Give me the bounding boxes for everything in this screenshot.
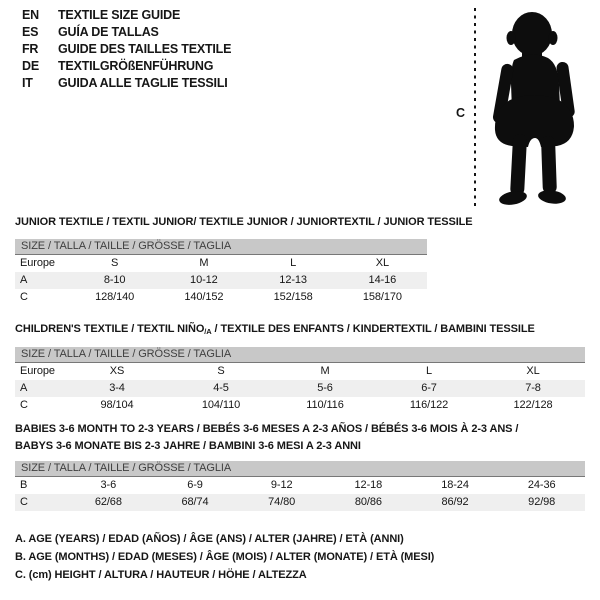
size-cell: 152/158 — [273, 291, 313, 303]
baby-figure — [448, 6, 598, 218]
size-cell: M — [199, 257, 209, 269]
size-cell: 92/98 — [528, 496, 556, 508]
language-label: TEXTILE SIZE GUIDE — [58, 7, 181, 22]
table-row-europe — [15, 255, 427, 272]
size-cell: L — [425, 365, 433, 377]
children-size-table — [15, 347, 585, 414]
language-row-de — [22, 57, 231, 74]
size-cell: 98/104 — [100, 399, 134, 411]
note-line-a: A. AGE (YEARS) / EDAD (AÑOS) / ÂGE (ANS) / ALTER (JAHRE) / ETÀ (ANNI) — [15, 533, 404, 545]
size-cell: 68/74 — [181, 496, 209, 508]
size-cell: 116/122 — [409, 399, 449, 411]
language-row-it — [22, 74, 231, 91]
language-row-en — [22, 6, 231, 23]
size-cell: 110/116 — [306, 399, 344, 411]
language-label: TEXTILGRÖßENFÜHRUNG — [58, 58, 214, 73]
size-header-bar: SIZE / TALLA / TAILLE / GRÖSSE / TAGLIA — [15, 461, 585, 477]
table-row-height — [15, 397, 585, 414]
size-cell: 122/128 — [513, 399, 553, 411]
size-cell: XS — [109, 365, 125, 377]
size-cell: XL — [526, 365, 540, 377]
size-cell: 104/110 — [201, 399, 241, 411]
row-label: A — [20, 274, 28, 286]
size-cell: 7-8 — [525, 382, 541, 394]
table-row-height — [15, 494, 585, 511]
row-label: Europe — [20, 257, 55, 269]
size-cell: M — [320, 365, 330, 377]
baby-silhouette-icon — [482, 8, 588, 208]
size-cell: S — [217, 365, 225, 377]
language-row-fr — [22, 40, 231, 57]
size-cell: 5-6 — [317, 382, 333, 394]
size-cell: 24-36 — [527, 479, 556, 491]
size-cell: 10-12 — [190, 274, 218, 286]
size-header-bar: SIZE / TALLA / TAILLE / GRÖSSE / TAGLIA — [15, 239, 427, 255]
row-label: C — [20, 399, 28, 411]
table-row-europe — [15, 363, 585, 380]
table-row-height — [15, 289, 427, 306]
row-label: Europe — [20, 365, 55, 377]
junior-size-table — [15, 239, 427, 306]
size-cell: 6-9 — [187, 479, 203, 491]
size-cell: 62/68 — [94, 496, 122, 508]
language-label: GUIDE DES TAILLES TEXTILE — [58, 41, 232, 56]
size-cell: 80/86 — [354, 496, 382, 508]
size-cell: 9-12 — [270, 479, 293, 491]
children-title-subscript: /A — [204, 327, 212, 336]
children-title-text: / TEXTILE DES ENFANTS / KINDERTEXTIL / BAMBINI TESSILE — [211, 323, 535, 335]
language-code: IT — [22, 75, 33, 90]
size-cell: L — [290, 257, 297, 269]
language-label: GUIDA ALLE TAGLIE TESSILI — [58, 75, 228, 90]
size-cell: 12-13 — [279, 274, 307, 286]
size-cell: 128/140 — [95, 291, 135, 303]
size-cell: 4-5 — [213, 382, 229, 394]
table-row-age — [15, 272, 427, 289]
language-label: GUÍA DE TALLAS — [58, 24, 159, 39]
children-section-title — [15, 323, 535, 336]
language-code: EN — [22, 7, 39, 22]
table-row-age — [15, 380, 585, 397]
size-cell: 12-18 — [354, 479, 383, 491]
babies-section-title — [15, 421, 585, 455]
note-line-c: C. (cm) HEIGHT / ALTURA / HAUTEUR / HÖHE / ALTEZZA — [15, 569, 307, 581]
row-label: C — [20, 496, 28, 508]
language-row-es — [22, 23, 231, 40]
size-cell: 140/152 — [184, 291, 224, 303]
height-measure-label: C — [456, 106, 466, 120]
size-cell: 14-16 — [368, 274, 397, 286]
note-line-b: B. AGE (MONTHS) / EDAD (MESES) / ÂGE (MOIS) / ALTER (MONATE) / ETÀ (MESI) — [15, 551, 435, 563]
size-cell: 86/92 — [441, 496, 469, 508]
row-label: C — [20, 291, 28, 303]
size-cell: 8-10 — [103, 274, 126, 286]
language-code: ES — [22, 24, 39, 39]
babies-size-table — [15, 461, 585, 511]
legend-notes — [15, 530, 434, 584]
height-dotted-line — [474, 8, 476, 208]
size-cell: 6-7 — [421, 382, 437, 394]
size-cell: 74/80 — [268, 496, 296, 508]
babies-title-line2: BABYS 3-6 MONATE BIS 2-3 JAHRE / BAMBINI 3-6 MESI A 2-3 ANNI — [15, 440, 361, 452]
size-cell: S — [111, 257, 119, 269]
row-label: A — [20, 382, 28, 394]
language-list — [22, 6, 231, 91]
size-cell: 3-6 — [100, 479, 117, 491]
babies-title-line1: BABIES 3-6 MONTH TO 2-3 YEARS / BEBÉS 3-6 MESES A 2-3 AÑOS / BÉBÉS 3-6 MOIS À 2-3 ANS / — [15, 423, 519, 435]
junior-section-title: JUNIOR TEXTILE / TEXTIL JUNIOR/ TEXTILE JUNIOR / JUNIORTEXTIL / JUNIOR TESSILE — [15, 216, 473, 228]
row-label: B — [20, 479, 28, 491]
table-row-months — [15, 477, 585, 494]
language-code: FR — [22, 41, 39, 56]
size-cell: 158/170 — [362, 291, 402, 303]
language-code: DE — [22, 58, 39, 73]
size-cell: XL — [375, 257, 389, 269]
size-cell: 18-24 — [441, 479, 469, 491]
children-title-text: CHILDREN'S TEXTILE / TEXTIL NIÑO — [15, 323, 205, 335]
size-cell: 3-4 — [109, 382, 125, 394]
size-header-bar: SIZE / TALLA / TAILLE / GRÖSSE / TAGLIA — [15, 347, 585, 363]
